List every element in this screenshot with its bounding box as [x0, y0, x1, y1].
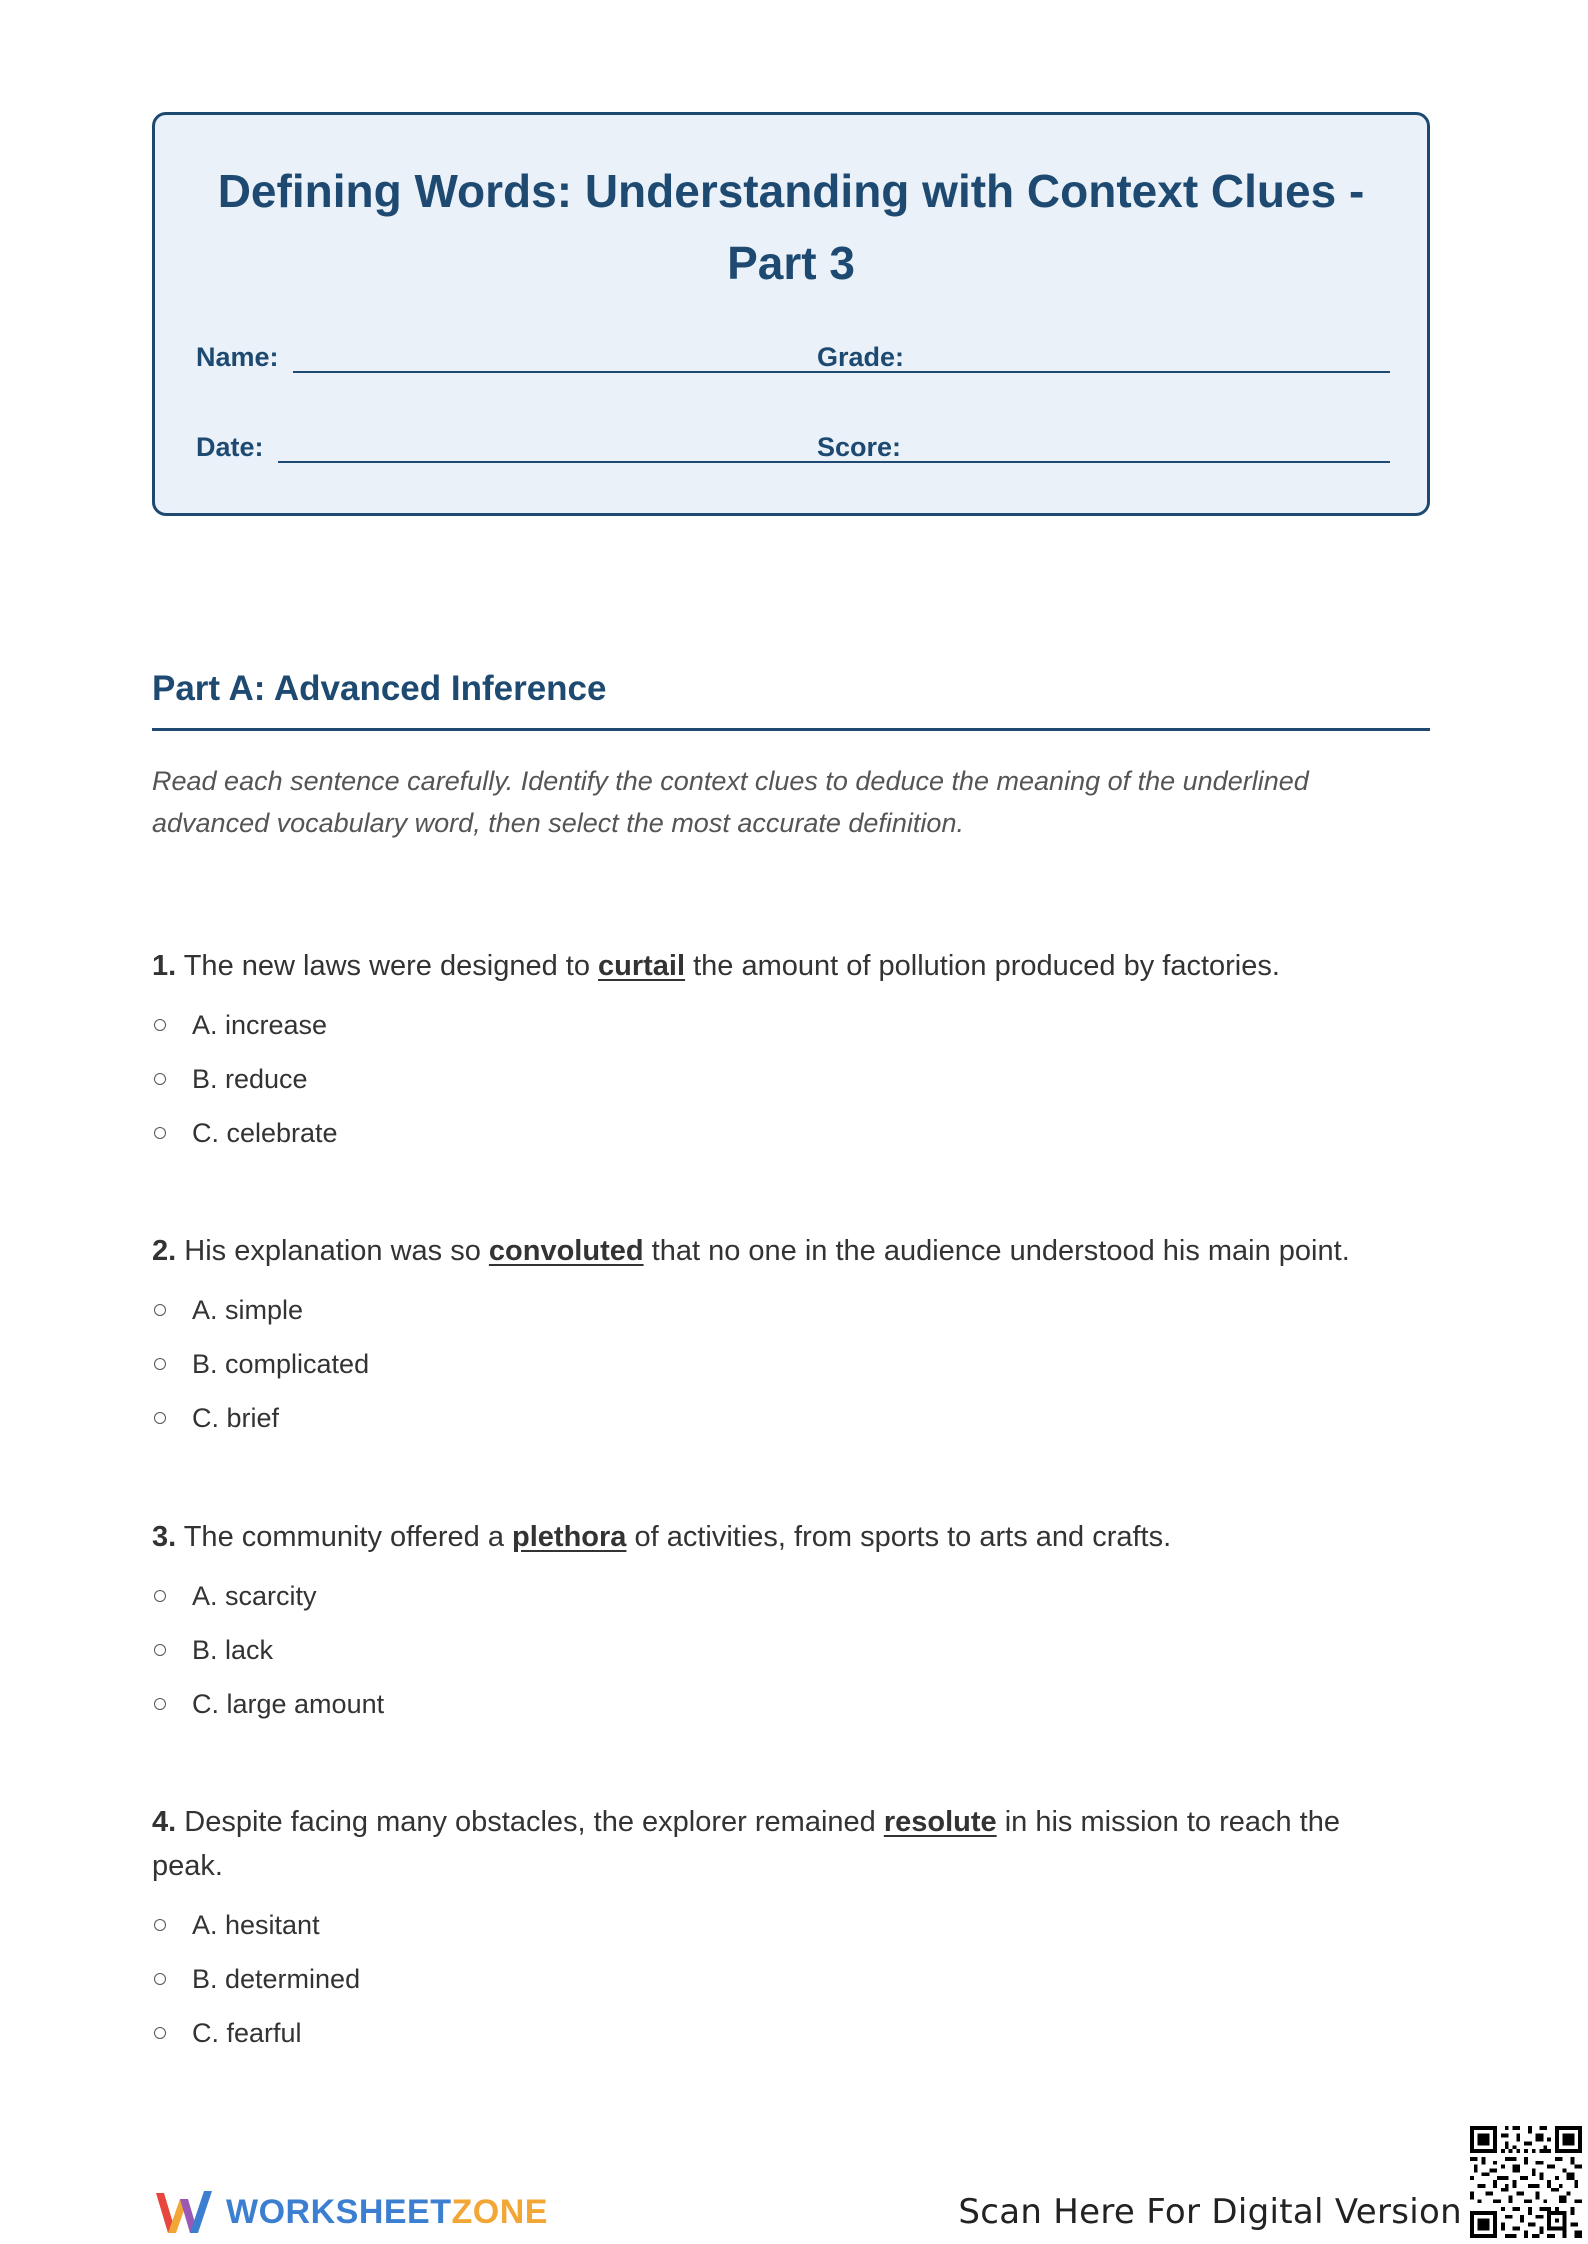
option-label: B. complicated: [192, 1349, 370, 1379]
option-label: B. lack: [192, 1635, 274, 1665]
radio-circle-icon[interactable]: [154, 1590, 166, 1602]
question-text-after: in his mission to reach the peak.: [152, 1806, 1340, 1882]
date-field[interactable]: [196, 423, 924, 463]
option-list: [152, 998, 1392, 1160]
radio-circle-icon[interactable]: [154, 1919, 166, 1931]
option-label: C. celebrate: [192, 1118, 338, 1148]
radio-circle-icon[interactable]: [154, 1698, 166, 1710]
option-list: [152, 1898, 1392, 2060]
scan-caption: Scan Here For Digital Version: [958, 2192, 1462, 2232]
question-text: [152, 1800, 1392, 1888]
worksheetzone-w-logo-icon: [152, 2185, 214, 2239]
radio-circle-icon[interactable]: [154, 1973, 166, 1985]
question-1: [152, 944, 1392, 1160]
radio-circle-icon[interactable]: [154, 1073, 166, 1085]
vocabulary-word: curtail: [598, 950, 686, 982]
radio-circle-icon[interactable]: [154, 1412, 166, 1424]
option-b[interactable]: [152, 1337, 1392, 1391]
option-b[interactable]: [152, 1952, 1392, 2006]
option-label: A. scarcity: [192, 1581, 317, 1611]
radio-circle-icon[interactable]: [154, 1019, 166, 1031]
radio-circle-icon[interactable]: [154, 1127, 166, 1139]
name-field[interactable]: [196, 333, 924, 373]
question-2: [152, 1229, 1392, 1445]
question-number: 4.: [152, 1806, 177, 1838]
question-number: 3.: [152, 1521, 177, 1553]
question-text: [152, 1515, 1392, 1559]
question-text-after: of activities, from sports to arts and crafts.: [626, 1521, 1172, 1553]
option-label: B. reduce: [192, 1064, 308, 1094]
qr-code-icon[interactable]: [1470, 2126, 1582, 2238]
option-a[interactable]: [152, 1283, 1392, 1337]
worksheet-header: [152, 112, 1430, 516]
option-list: [152, 1569, 1392, 1731]
grade-line[interactable]: [918, 341, 1390, 373]
option-c[interactable]: [152, 1106, 1392, 1160]
score-label: Score:: [817, 432, 902, 462]
option-label: B. determined: [192, 1964, 361, 1994]
name-label: Name:: [196, 342, 279, 372]
vocabulary-word: resolute: [883, 1806, 997, 1838]
worksheet-title: Defining Words: Understanding with Context Clues - Part 3: [217, 165, 1365, 289]
question-text-after: that no one in the audience understood his main point.: [643, 1235, 1350, 1267]
score-field[interactable]: [817, 423, 1390, 463]
question-text: [152, 944, 1392, 988]
radio-circle-icon[interactable]: [154, 1358, 166, 1370]
score-line[interactable]: [915, 431, 1390, 463]
grade-field[interactable]: [817, 333, 1390, 373]
date-label: Date:: [196, 432, 264, 462]
worksheetzone-logo[interactable]: [152, 2182, 548, 2242]
option-label: C. large amount: [192, 1689, 385, 1719]
option-a[interactable]: [152, 1898, 1392, 1952]
question-text-before: His explanation was so: [176, 1235, 489, 1267]
question-number: 1.: [152, 950, 177, 982]
vocabulary-word: plethora: [512, 1521, 627, 1553]
option-c[interactable]: [152, 1391, 1392, 1445]
option-label: A. hesitant: [192, 1910, 320, 1940]
question-text-before: The community offered a: [176, 1521, 513, 1553]
grade-label: Grade:: [817, 342, 905, 372]
option-label: C. brief: [192, 1403, 280, 1433]
option-a[interactable]: [152, 1569, 1392, 1623]
radio-circle-icon[interactable]: [154, 1304, 166, 1316]
logo-wordmark: WORKSHEETZONE: [226, 2192, 548, 2231]
question-4: [152, 1800, 1392, 2060]
option-label: A. simple: [192, 1295, 304, 1325]
section-divider: [152, 728, 1430, 731]
option-c[interactable]: [152, 1677, 1392, 1731]
radio-circle-icon[interactable]: [154, 2027, 166, 2039]
option-a[interactable]: [152, 998, 1392, 1052]
option-c[interactable]: [152, 2006, 1392, 2060]
option-label: C. fearful: [192, 2018, 302, 2048]
vocabulary-word: convoluted: [488, 1235, 644, 1267]
question-text-before: The new laws were designed to: [176, 950, 599, 982]
question-text-after: the amount of pollution produced by factories.: [685, 950, 1280, 982]
question-number: 2.: [152, 1235, 177, 1267]
option-b[interactable]: [152, 1052, 1392, 1106]
question-3: [152, 1515, 1392, 1731]
option-label: A. increase: [192, 1010, 328, 1040]
section-instructions: Read each sentence carefully. Identify the context clues to deduce the meaning of the underlined advanced vocabulary word, then select the most accurate definition.: [152, 766, 1309, 838]
question-text: [152, 1229, 1392, 1273]
question-text-before: Despite facing many obstacles, the explorer remained: [176, 1806, 884, 1838]
option-list: [152, 1283, 1392, 1445]
section-title: Part A: Advanced Inference: [152, 669, 607, 708]
radio-circle-icon[interactable]: [154, 1644, 166, 1656]
option-b[interactable]: [152, 1623, 1392, 1677]
